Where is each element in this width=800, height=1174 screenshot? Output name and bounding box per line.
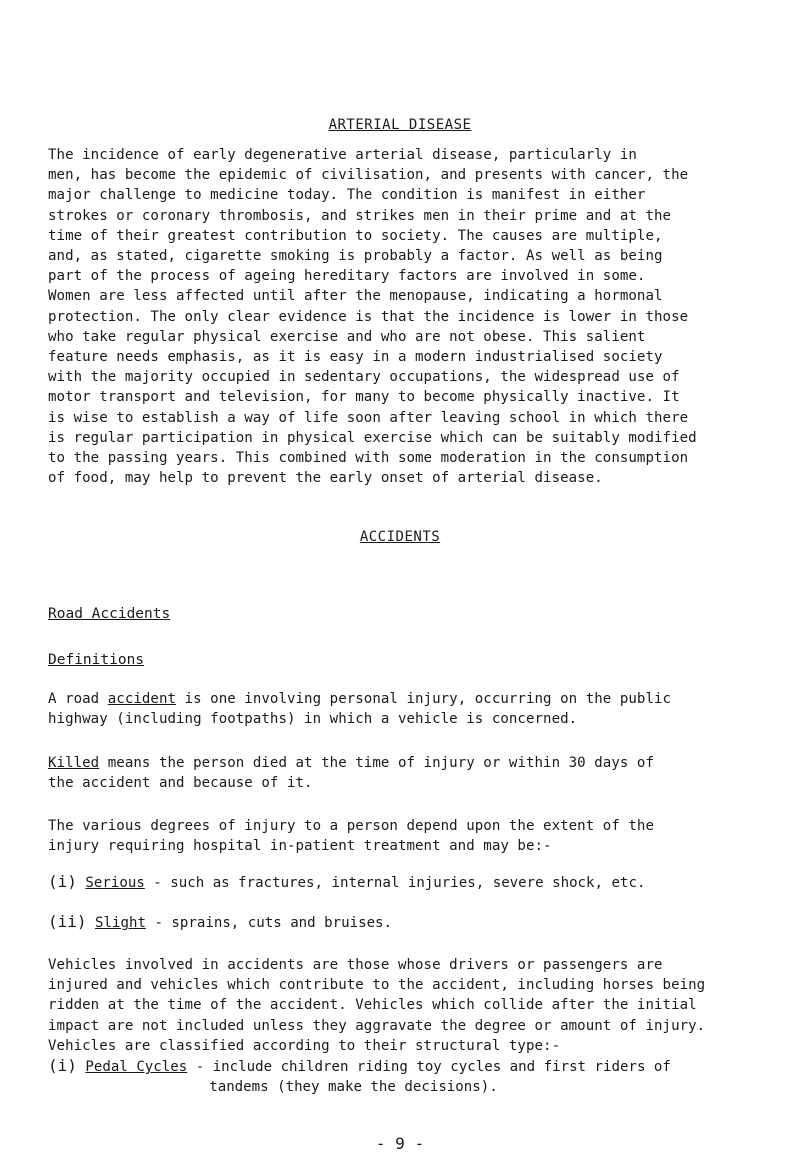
vehicles-paragraph: Vehicles involved in accidents are those whose drivers or passengers are injured and vehicles which contribute to the accident, including horses being ridden at the time of the accident. Vehicles which collide after the initial impact are not included unless they aggravate the degree or amount of injury. Vehicles are classified according to their structural type:- <box>48 957 706 1054</box>
road-accidents-heading: Road Accidents <box>48 606 171 622</box>
road-accident-definition <box>48 689 796 729</box>
list-marker: (i) <box>48 872 77 891</box>
injury-list-item <box>48 872 796 893</box>
road-accident-rest: is one involving personal injury, occurring on the public highway (including footpaths) in which a vehicle is concerned. <box>48 691 672 728</box>
arterial-disease-paragraph: The incidence of early degenerative arterial disease, particularly in men, has become the epidemic of civilisation, and presents with cancer, the major challenge to medicine today. The condition is manifest in either strokes or coronary thrombosis, and strikes men in their prime and at the time of their greatest contribution to society. The causes are multiple, and, as stated, cigarette smoking is probably a factor. As well as being part of the process of ageing hereditary factors are involved in some. Women are less affected until after the menopause, indicating a hormonal protection. The only clear evidence is that the incidence is lower in those who take regular physical exercise and who are not obese. This salient feature needs emphasis, as it is easy in a modern industrialised society with the majority occupied in sedentary occupations, the widespread use of motor transport and television, for many to become physically inactive. It is wise to establish a way of life soon after leaving school in which there is regular participation in physical exercise which can be suitably modified to the passing years. This combined with some moderation in the consumption of food, may help to prevent the early onset of arterial disease. <box>48 147 697 487</box>
pedal-cycles-description: - include children riding toy cycles and first riders of tandems (they make the decisions). <box>195 1059 671 1096</box>
injury-list-item <box>48 912 796 933</box>
serious-description: - such as fractures, internal injuries, severe shock, etc. <box>144 875 646 891</box>
pedal-cycles-term: Pedal Cycles <box>85 1059 188 1075</box>
list-marker: (i) <box>48 1056 77 1075</box>
page-number: - 9 - <box>375 1134 425 1153</box>
definitions-heading: Definitions <box>48 652 145 668</box>
serious-term: Serious <box>85 875 145 891</box>
accidents-heading: ACCIDENTS <box>359 529 441 545</box>
killed-rest: means the person died at the time of injury or within 30 days of the accident and because of it. <box>48 755 655 792</box>
vehicle-list-item <box>48 1056 796 1097</box>
arterial-disease-heading: ARTERIAL DISEASE <box>328 117 472 133</box>
injury-degrees-paragraph: The various degrees of injury to a person depend upon the extent of the injury requiring hospital in-patient treatment and may be:- <box>48 818 654 855</box>
slight-description: - sprains, cuts and bruises. <box>145 915 393 931</box>
killed-term: Killed <box>48 755 100 771</box>
slight-term: Slight <box>95 915 146 931</box>
list-marker: (ii) <box>48 912 87 931</box>
road-accident-term: accident <box>107 691 177 707</box>
killed-definition <box>48 753 796 793</box>
road-accident-prefix: A road <box>48 691 108 707</box>
